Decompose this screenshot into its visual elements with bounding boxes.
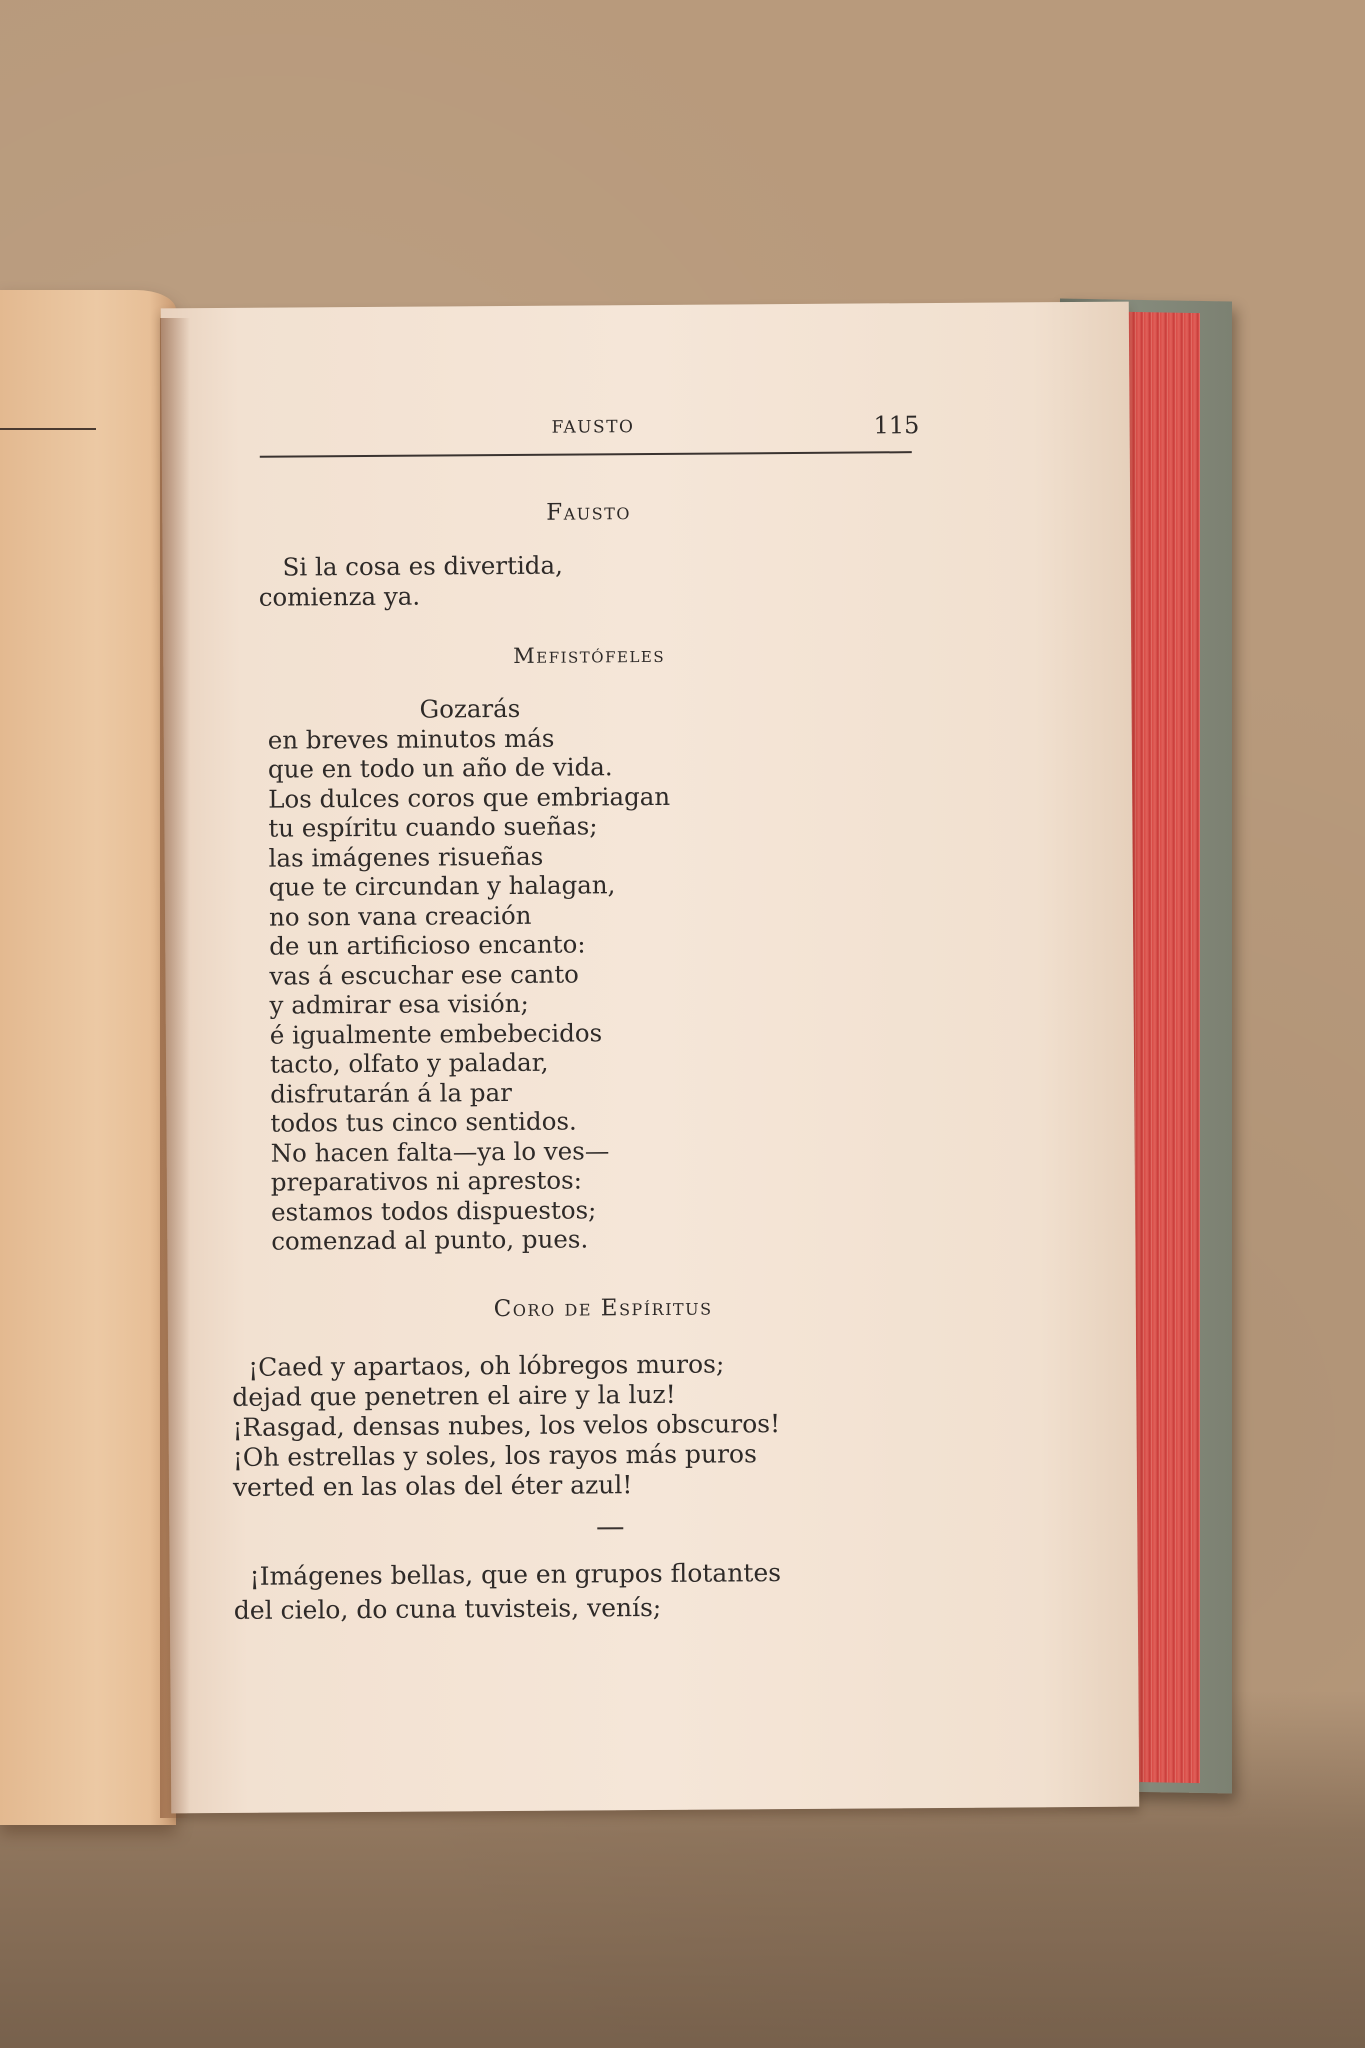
verse-line: ¡Caed y apartaos, oh lóbregos muros; [248,1349,725,1382]
verse-line: disfrutarán á la par [270,1077,512,1109]
verse-line: verted en las olas del éter azul! [232,1470,633,1502]
verse-line: en breves minutos más [267,723,555,755]
verse-line: estamos todos dispuestos; [270,1194,597,1227]
page-number: 115 [873,411,920,440]
verse-line: ¡Oh estrellas y soles, los rayos más puros [232,1439,757,1472]
verse-line: Gozarás [419,693,521,724]
verse-line: Los dulces coros que embriagan [268,781,671,814]
verse-line: comenzad al punto, pues. [271,1224,589,1256]
stanza-divider [597,1527,623,1529]
verse-line: No hacen falta—ya lo ves— [270,1135,610,1168]
verse-line: tu espíritu cuando sueñas; [268,811,598,843]
left-page-header-rule [0,428,96,430]
verse-line: Si la cosa es divertida, [282,550,563,582]
page-content [161,302,1139,1814]
verse-line: no son vana creación [268,900,532,932]
page-gutter-shadow [160,318,190,1818]
running-title: FAUSTO [551,417,635,438]
verse-line: preparativos ni aprestos: [270,1165,583,1197]
verse-coro [232,1349,781,1503]
verse-line: vas á escuchar ese canto [269,958,579,991]
speaker-coro-de-espiritus: Coro de Espíritus [493,1294,713,1323]
verse-line: que en todo un año de vida. [267,752,613,784]
verse-fausto [258,551,563,612]
verse-line: tacto, olfato y paladar, [269,1047,549,1079]
speaker-mefistofeles: Mefistófeles [513,642,666,668]
verse-line: las imágenes risueñas [268,841,544,873]
verse-coro-continued [233,1556,781,1628]
speaker-fausto: Fausto [546,499,632,526]
header-rule [260,451,912,458]
verse-line: del cielo, do cuna tuvisteis, venís; [233,1592,662,1625]
verse-line: y admirar esa visión; [269,988,529,1020]
verse-line: ¡Imágenes bellas, que en grupos flotantes [249,1558,782,1591]
verse-line: ¡Rasgad, densas nubes, los velos obscuros! [232,1409,781,1442]
verse-line: dejad que penetren el aire y la luz! [232,1379,676,1412]
facing-left-page [0,290,176,1825]
verse-line: comienza ya. [258,581,421,612]
verse-mefistofeles [267,693,673,1256]
verse-line: de un artificioso encanto: [269,929,586,961]
verse-line: é igualmente embebecidos [269,1017,603,1050]
verse-line: todos tus cinco sentidos. [270,1106,577,1138]
verse-line: que te circundan y halagan, [268,870,616,902]
book-page [161,302,1139,1814]
